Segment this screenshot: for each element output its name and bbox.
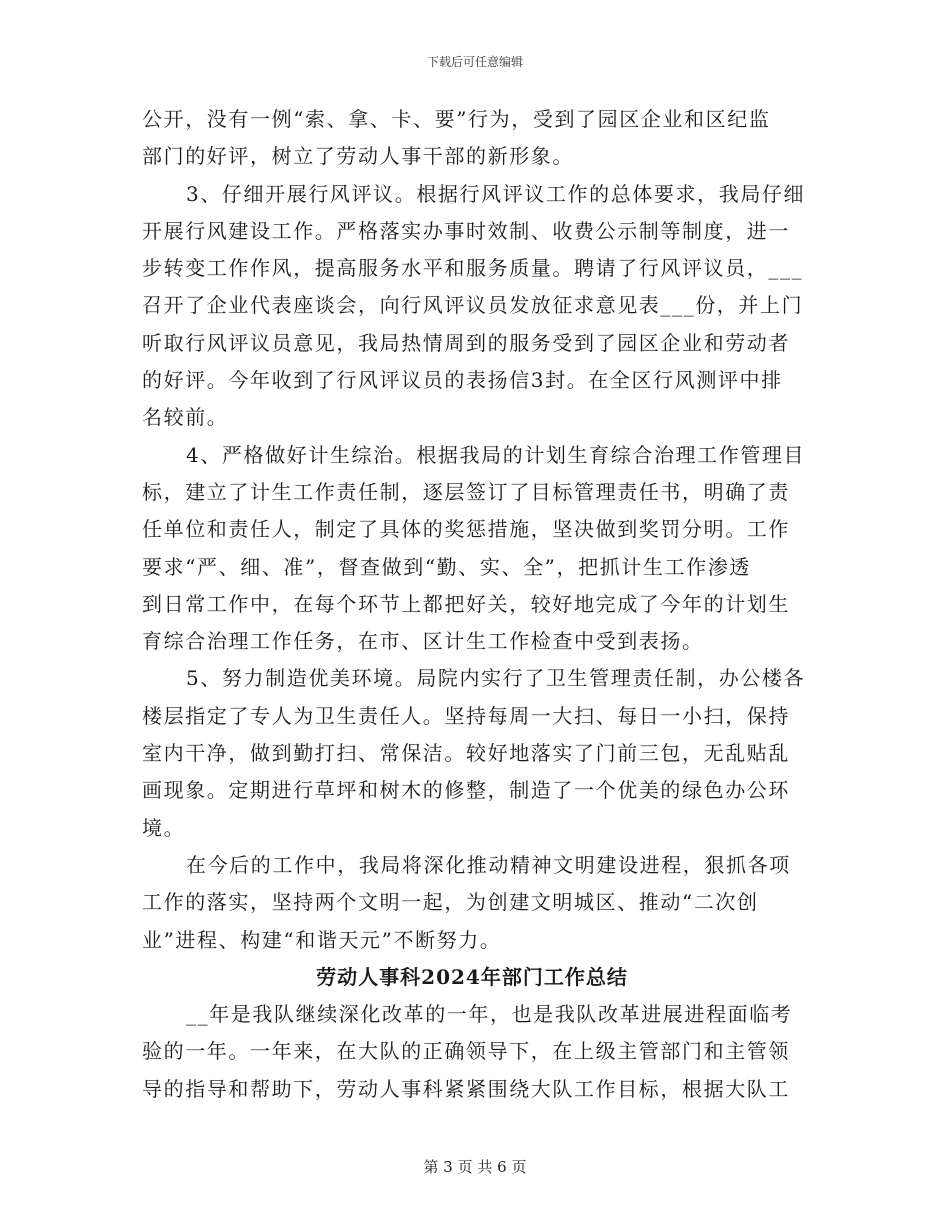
paragraph-item-3 <box>142 176 806 437</box>
text-line: 在今后的工作中，我局将深化推动精神文明建设进程，狠抓各项 <box>186 852 791 877</box>
text-line: 工作的落实，坚持两个文明一起，为创建文明城区、推动“二次创 <box>142 890 759 915</box>
section-paragraph <box>142 996 802 1108</box>
text-line: 到日常工作中，在每个环节上都把好关，较好地完成了今年的计划生 <box>142 591 790 616</box>
text-line: 验的一年。一年来，在大队的正确领导下，在上级主管部门和主管领 <box>142 1039 790 1064</box>
text-line: 楼层指定了专人为卫生责任人。坚持每周一大扫、每日一小扫，保持 <box>142 703 790 728</box>
text-line: __年是我队继续深化改革的一年，也是我队改革进展进程面临考 <box>186 1002 793 1027</box>
text-line: 室内干净，做到勤打扫、常保洁。较好地落实了门前三包，无乱贴乱 <box>142 741 790 766</box>
text-line: 导的指导和帮助下，劳动人事科紧紧围绕大队工作目标，根据大队工 <box>142 1076 790 1101</box>
paragraph-item-4 <box>142 437 806 661</box>
text-line: 育综合治理工作任务，在市、区计生工作检查中受到表扬。 <box>142 629 704 654</box>
text-line: 标，建立了计生工作责任制，逐层签订了目标管理责任书，明确了责 <box>142 479 790 504</box>
paragraph-closing <box>142 847 802 959</box>
text-line: 召开了企业代表座谈会，向行风评议员发放征求意见表___份，并上门 <box>142 293 804 318</box>
text-line: 听取行风评议员意见，我局热情周到的服务受到了园区企业和劳动者 <box>142 330 790 355</box>
text-line: 部门的好评，树立了劳动人事干部的新形象。 <box>142 144 574 169</box>
text-line: 境。 <box>142 815 186 840</box>
paragraph-continuation <box>142 101 802 176</box>
text-line: 公开，没有一例“索、拿、卡、要”行为，受到了园区企业和区纪监 <box>142 107 771 131</box>
text-line: 步转变工作作风，提高服务水平和服务质量。聘请了行风评议员，___ <box>142 256 804 281</box>
text-line: 的好评。今年收到了行风评议员的表扬信3封。在全区行风测评中排 <box>142 368 783 393</box>
section-title: 劳动人事科2024年部门工作总结 <box>316 964 628 989</box>
text-line: 开展行风建设工作。严格落实办事时效制、收费公示制等制度，进一 <box>142 218 790 243</box>
page-footer: 第 3 页 共 6 页 <box>423 1158 527 1176</box>
text-line: 名较前。 <box>142 405 229 430</box>
text-line: 业”进程、构建“和谐天元”不断努力。 <box>142 927 502 952</box>
text-line: 5、努力制造优美环境。局院内实行了卫生管理责任制，办公楼各 <box>186 666 806 691</box>
page-header: 下载后可任意编辑 <box>426 55 523 69</box>
paragraph-item-5 <box>142 660 806 846</box>
text-line: 3、仔细开展行风评议。根据行风评议工作的总体要求，我局仔细 <box>186 181 806 206</box>
document-body <box>142 101 806 1108</box>
text-line: 4、严格做好计生综治。根据我局的计划生育综合治理工作管理目 <box>186 442 806 467</box>
text-line: 要求“严、细、准”，督查做到“勤、实、全”，把抓计生工作渗透 <box>142 554 751 579</box>
text-line: 画现象。定期进行草坪和树木的修整，制造了一个优美的绿色办公环 <box>142 778 790 803</box>
text-line: 任单位和责任人，制定了具体的奖惩措施，坚决做到奖罚分明。工作 <box>142 517 790 542</box>
